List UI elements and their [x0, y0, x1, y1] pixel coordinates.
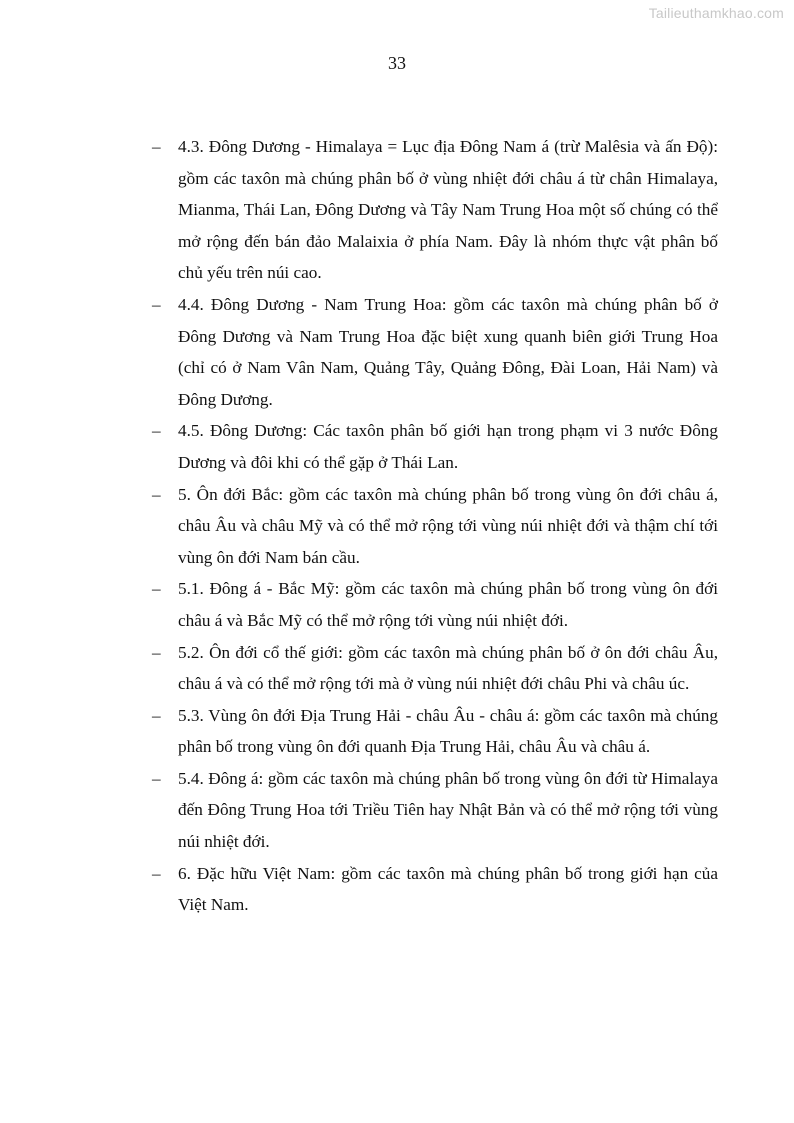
list-item — [150, 131, 718, 289]
dash-bullet: – — [152, 579, 161, 599]
list-item — [150, 700, 718, 763]
dash-bullet: – — [152, 768, 161, 788]
list-item — [150, 637, 718, 700]
list-item — [150, 415, 718, 478]
dash-bullet: – — [152, 484, 161, 504]
item-text: 5.1. Đông á - Bắc Mỹ: gồm các taxôn mà chúng phân bố trong vùng ôn đới châu á và Bắc Mỹ có thể mở rộng tới vùng núi nhiệt đới. — [178, 579, 718, 630]
list-item — [150, 479, 718, 574]
item-text: 4.4. Đông Dương - Nam Trung Hoa: gồm các taxôn mà chúng phân bố ở Đông Dương và Nam Trung Hoa đặc biệt xung quanh biên giới Trung Hoa (chỉ có ở Nam Vân Nam, Quảng Tây, Quảng Đông, Đài Loan, Hải Nam) và Đông Dương. — [178, 294, 718, 409]
item-text: 5.4. Đông á: gồm các taxôn mà chúng phân bố trong vùng ôn đới từ Himalaya đến Đông Trung Hoa tới Triều Tiên hay Nhật Bản và có thể mở rộng tới vùng núi nhiệt đới. — [178, 768, 718, 852]
item-text: 5.3. Vùng ôn đới Địa Trung Hải - châu Âu - châu á: gồm các taxôn mà chúng phân bố trong vùng ôn đới quanh Địa Trung Hải, châu Âu và châu á. — [178, 705, 718, 757]
item-text: 5. Ôn đới Bắc: gồm các taxôn mà chúng phân bố trong vùng ôn đới châu á, châu Âu và châu Mỹ và có thể mở rộng tới vùng núi nhiệt đới và thậm chí tới vùng ôn đới Nam bán cầu. — [178, 484, 718, 567]
watermark: Tailieuthamkhao.com — [648, 5, 784, 21]
dash-bullet: – — [152, 137, 161, 156]
bullet-list — [150, 131, 718, 921]
list-item — [150, 763, 718, 858]
list-item — [150, 858, 718, 921]
item-text: 6. Đặc hữu Việt Nam: gồm các taxôn mà chúng phân bố trong giới hạn của Việt Nam. — [178, 863, 718, 915]
list-item — [150, 573, 718, 636]
dash-bullet: – — [152, 294, 161, 314]
dash-bullet: – — [152, 421, 161, 441]
dash-bullet: – — [152, 705, 161, 725]
list-item — [150, 289, 718, 415]
page-number: 33 — [388, 53, 406, 73]
dash-bullet: – — [152, 642, 161, 662]
item-text: 5.2. Ôn đới cổ thế giới: gồm các taxôn mà chúng phân bố ở ôn đới châu Âu, châu á và có thể mở rộng tới mà ở vùng núi nhiệt đới châu Phi và châu úc. — [178, 642, 718, 694]
item-text: 4.5. Đông Dương: Các taxôn phân bố giới hạn trong phạm vi 3 nước Đông Dương và đôi khi có thể gặp ở Thái Lan. — [178, 421, 718, 472]
item-text: 4.3. Đông Dương - Himalaya = Lục địa Đông Nam á (trừ Malêsia và ấn Độ): gồm các taxôn mà chúng phân bố ở vùng nhiệt đới châu á từ chân Himalaya, Mianma, Thái Lan, Đông Dương và Tây Nam Trung Hoa một số chúng có thể mở rộng đến bán đảo Malaixia ở phía Nam. Đây là nhóm thực vật phân bố chủ yếu trên núi cao. — [178, 137, 718, 283]
dash-bullet: – — [152, 863, 161, 883]
